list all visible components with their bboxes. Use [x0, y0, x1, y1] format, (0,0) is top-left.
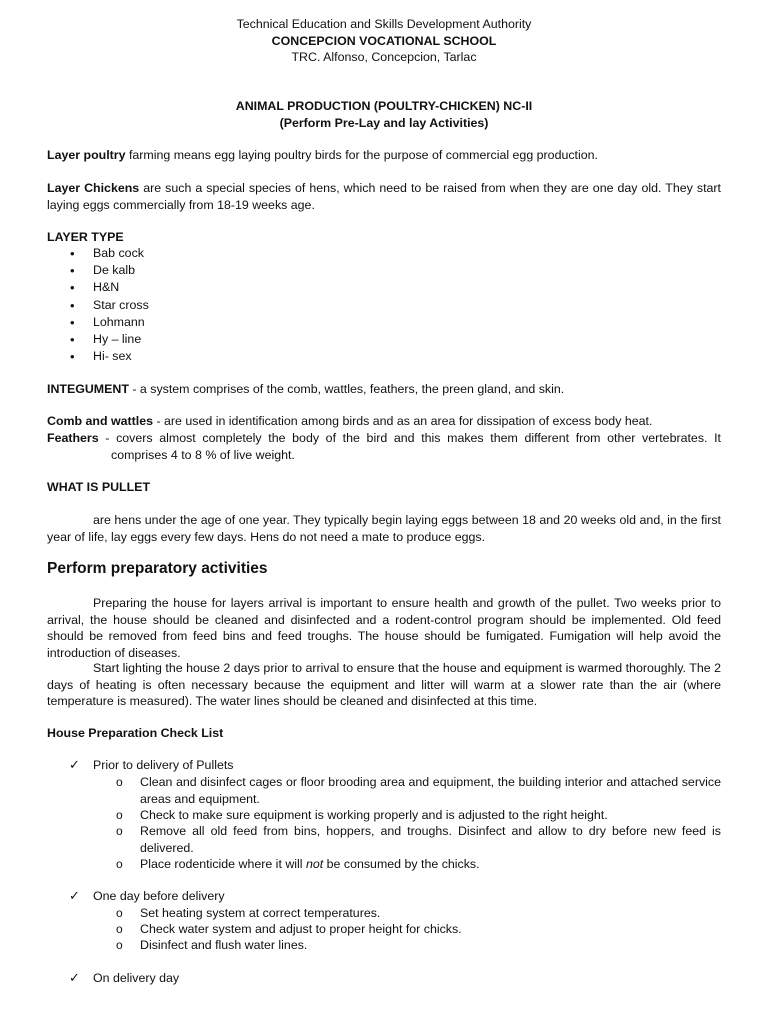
list-item: • Bab cock — [47, 245, 149, 262]
list-item: o Disinfect and flush water lines. — [116, 938, 308, 952]
list-item: o Clean and disinfect cages or floor brooding area and equipment, the building interior and attached service areas and equipment. — [116, 775, 721, 806]
checklist-group-label: One day before delivery — [93, 889, 225, 903]
check-icon: ✓ — [69, 888, 80, 903]
check-icon: ✓ — [69, 970, 80, 985]
preparatory-heading: Perform preparatory activities — [47, 560, 268, 577]
layer-farming-paragraph — [47, 147, 721, 164]
layer-type-list — [47, 245, 149, 365]
layer-chickens-paragraph — [47, 180, 721, 213]
feathers-text: - covers almost completely the body of the bird and this makes them different from other vertebrates. It — [98, 431, 721, 445]
checklist-heading: House Preparation Check List — [47, 726, 224, 740]
comb-wattles-text: - are used in identification among birds and as an area for dissipation of excess body heat. — [153, 414, 653, 428]
list-item: o Set heating system at correct temperatures. — [116, 906, 381, 920]
checklist-group-label: On delivery day — [93, 971, 180, 985]
circle-bullet-icon: o — [116, 857, 123, 871]
layer-chickens-term: Layer Chickens — [47, 181, 140, 195]
integument-text: - a system comprises of the comb, wattles, feathers, the preen gland, and skin. — [128, 382, 565, 396]
circle-bullet-icon: o — [116, 938, 123, 952]
list-item: • Star cross — [47, 297, 149, 314]
header-address: TRC. Alfonso, Concepcion, Tarlac — [291, 50, 477, 64]
layer-farming-term: Layer poultry — [47, 148, 126, 162]
comb-wattles-paragraph — [47, 413, 721, 430]
header-authority: Technical Education and Skills Development Authority — [236, 17, 532, 31]
list-item: • Lohmann — [47, 314, 149, 331]
pullet-paragraph: are hens under the age of one year. They typically begin laying eggs between 18 and 20 weeks old and, in the first year of life, lay eggs every few days. Hens do not need a mate to produce eggs. — [47, 513, 721, 544]
check-icon: ✓ — [69, 757, 80, 772]
list-item: o Check water system and adjust to proper height for chicks. — [116, 922, 462, 936]
pullet-heading: WHAT IS PULLET — [47, 480, 151, 494]
list-item: o Remove all old feed from bins, hoppers, and troughs. Disinfect and allow to dry before new feed is delivered. — [116, 824, 721, 855]
layer-farming-text: farming means egg laying poultry birds for the purpose of commercial egg production. — [125, 148, 598, 162]
list-item: • Hy – line — [47, 331, 149, 348]
feathers-line-2: comprises 4 to 8 % of live weight. — [111, 448, 295, 462]
circle-bullet-icon: o — [116, 824, 123, 838]
circle-bullet-icon: o — [116, 775, 123, 789]
integument-term: INTEGUMENT — [47, 382, 129, 396]
list-item: o Place rodenticide where it will not be consumed by the chicks. — [116, 857, 480, 871]
checklist-group-label: Prior to delivery of Pullets — [93, 758, 234, 772]
course-title: ANIMAL PRODUCTION (POULTRY-CHICKEN) NC-II — [235, 99, 533, 113]
list-item: • De kalb — [47, 262, 149, 279]
unit-title: (Perform Pre-Lay and lay Activities) — [279, 116, 489, 130]
layer-type-heading: LAYER TYPE — [47, 230, 124, 244]
list-item: • Hi- sex — [47, 348, 149, 365]
circle-bullet-icon: o — [116, 906, 123, 920]
preparatory-paragraph-2: Start lighting the house 2 days prior to arrival to ensure that the house and equipment is warmed thoroughly. The 2 days of heating is often necessary because the equipment and litter will warm at a slower rate than the air (where temperature is measured). The water lines should be cleaned and disinfected at this time. — [47, 661, 721, 708]
circle-bullet-icon: o — [116, 808, 123, 822]
feathers-line-1 — [47, 430, 721, 447]
circle-bullet-icon: o — [116, 922, 123, 936]
header-school: CONCEPCION VOCATIONAL SCHOOL — [271, 34, 497, 48]
feathers-term: Feathers — [47, 431, 99, 445]
integument-paragraph — [47, 381, 721, 398]
comb-wattles-term: Comb and wattles — [47, 414, 154, 428]
layer-chickens-text: are such a special species of hens, which need to be raised from when they are one day old. They start laying eggs commercially from 18-19 weeks age. — [47, 181, 721, 212]
preparatory-paragraph-1: Preparing the house for layers arrival is important to ensure health and growth of the pullet. Two weeks prior to arrival, the house should be cleaned and disinfected and a rodent-control program should be implemented. Old feed should be removed from feed bins and feed troughs. The house should be fumigated. Fumigation will help avoid the introduction of diseases. — [47, 596, 721, 660]
list-item: o Check to make sure equipment is working properly and is adjusted to the right height. — [116, 808, 608, 822]
list-item: • H&N — [47, 279, 149, 296]
